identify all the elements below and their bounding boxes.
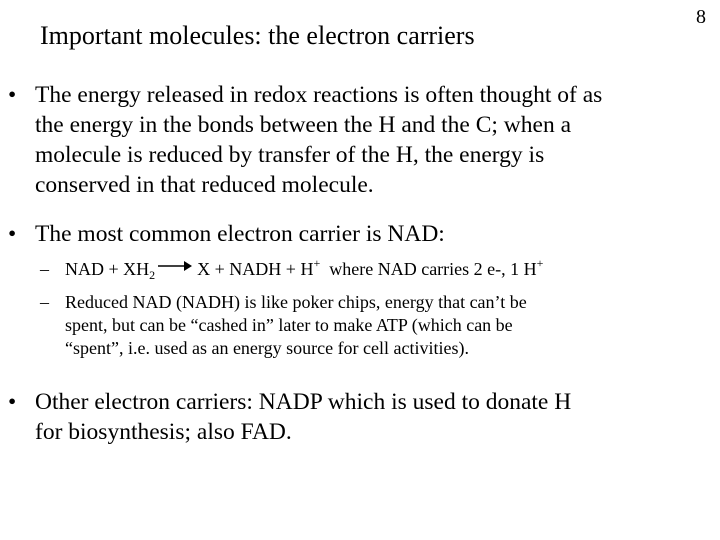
bullet-item [8, 219, 718, 249]
sub-bullet-item [40, 258, 716, 281]
bullet-marker: • [8, 82, 17, 108]
bullet-item [8, 387, 718, 447]
equation-products: X + NADH + H [197, 259, 314, 279]
page-number: 8 [696, 6, 706, 28]
equation-note: where NAD carries 2 e-, 1 H [329, 259, 537, 279]
equation-reactants: NAD + XH [65, 259, 150, 279]
equation-superscript: + [313, 256, 321, 270]
bullet-text: The energy released in redox reactions is often thought of as the energy in the bonds between the H and the C; when a molecule is reduced by transfer of the H, the energy is conserved in that reduced molecule. [35, 82, 603, 198]
slide-title: Important molecules: the electron carriers [40, 21, 475, 50]
sub-bullet-marker: – [40, 259, 49, 279]
bullet-marker: • [8, 389, 17, 415]
bullet-marker: • [8, 221, 17, 247]
sub-bullet-marker: – [40, 292, 49, 312]
sub-bullet-item [40, 291, 716, 360]
reaction-arrow-icon [157, 259, 193, 273]
bullet-text: The most common electron carrier is NAD: [35, 221, 445, 247]
bullet-text: Other electron carriers: NADP which is used to donate H for biosynthesis; also FAD. [35, 389, 572, 445]
nad-reaction-equation [65, 258, 716, 281]
equation-subscript: 2 [149, 268, 156, 282]
sub-bullet-text: Reduced NAD (NADH) is like poker chips, energy that can’t be spent, but can be “cashed in” later to make ATP (which can be “spent”, i.e. used as an energy source for cell activities). [65, 292, 527, 358]
equation-note-superscript: + [536, 256, 544, 270]
bullet-item [8, 80, 718, 200]
